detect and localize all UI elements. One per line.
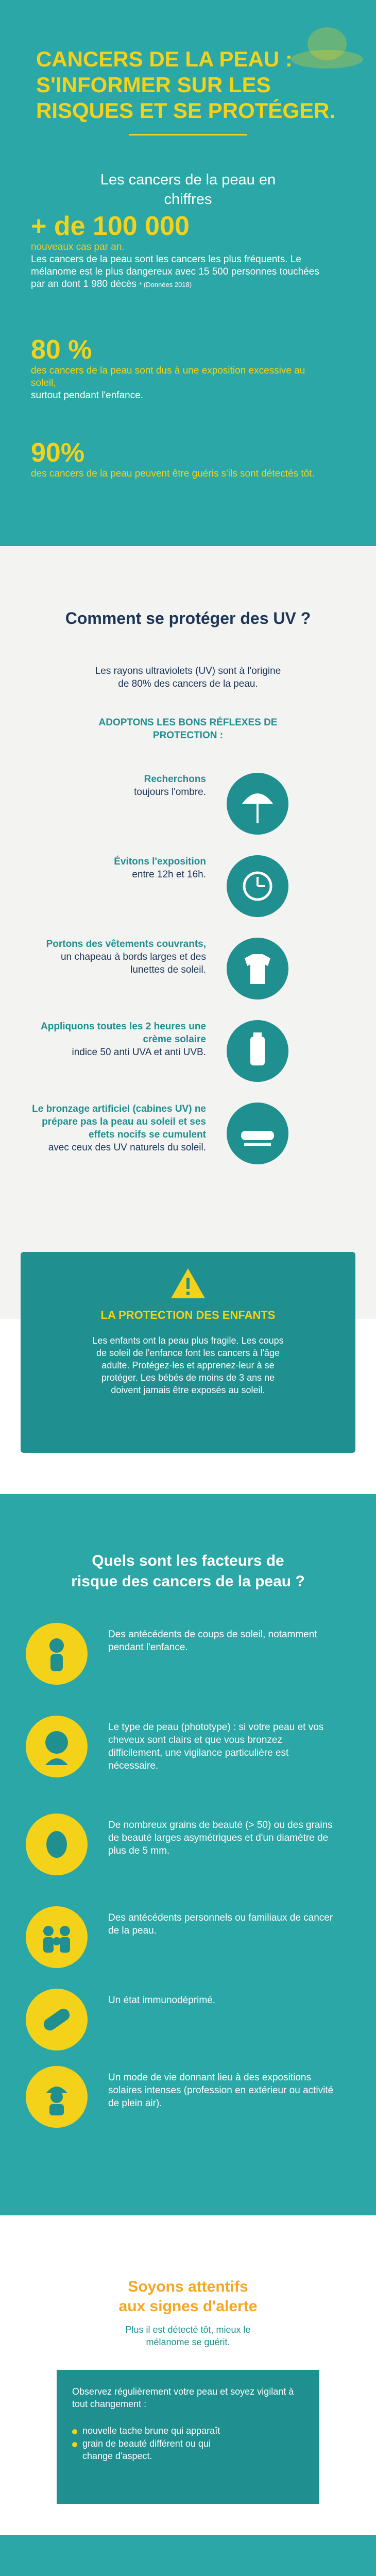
sunscreen-icon <box>227 1020 288 1082</box>
alert-section <box>0 2215 376 2370</box>
protection-item <box>31 855 340 922</box>
bullet-dot <box>72 2429 77 2434</box>
factor-text: Un état immunodéprimé. <box>108 1995 216 2006</box>
factor-text: Le type de peau (phototype) : si votre peau et vos cheveux sont clairs et que vous bronzez difficilement, une vigilance particulière est nécessaire. <box>108 1722 324 1771</box>
stat-cases <box>31 211 319 291</box>
children-panel <box>21 1252 355 1453</box>
alert-title-line: Soyons attentifs <box>128 2278 248 2295</box>
warning-icon <box>170 1267 206 1299</box>
alert-box <box>0 2370 376 2535</box>
stat-big: 80 % <box>31 335 92 365</box>
protection-title: Comment se protéger des UV ? <box>65 609 311 628</box>
stat-cure <box>31 438 319 480</box>
factor-item <box>26 1814 345 1891</box>
protection-item <box>31 773 340 840</box>
bullet-dot <box>72 2442 77 2447</box>
stat-lead: nouveaux cas par an. <box>31 242 125 252</box>
protection-adopt-title: ADOPTONS LES BONS RÉFLEXES DE PROTECTION : <box>98 717 278 741</box>
factor-item <box>26 1623 345 1700</box>
protection-body: entre 12h et 16h. <box>132 869 206 880</box>
stat-body: surtout pendant l'enfance. <box>31 390 144 401</box>
alert-panel <box>57 2370 319 2504</box>
protection-lead: Appliquons toutes les 2 heures une crème solaire <box>41 1021 206 1045</box>
family-icon <box>26 1906 88 1968</box>
protection-lead: Portons des vêtements couvrants, <box>46 939 206 950</box>
factor-text: De nombreux grains de beauté (> 50) ou des grains de beauté larges asymétriques et d'un diamètre de plus de 5 mm. <box>108 1820 333 1856</box>
protection-lead: Évitons l'exposition <box>114 856 206 867</box>
hero-title-line: RISQUES ET SE PROTÉGER. <box>36 98 336 123</box>
alert-sub: Plus il est détecté tôt, mieux le mélanome se guérit. <box>125 2325 251 2347</box>
factors-section <box>0 1494 376 2215</box>
alert-title <box>0 2277 376 2316</box>
alert-title-line: aux signes d'alerte <box>118 2298 258 2315</box>
factor-text: Des antécédents de coups de soleil, notamment pendant l'enfance. <box>108 1629 317 1653</box>
tanning-bed-icon <box>227 1103 288 1164</box>
protection-body: toujours l'ombre. <box>134 787 206 798</box>
alert-bullet: grain de beauté différent ou qui change d'aspect. <box>82 2438 211 2461</box>
hero-title-line: CANCERS DE LA PEAU : <box>36 47 293 71</box>
hero-subtitle: Les cancers de la peau en chiffres <box>100 172 276 208</box>
stat-lead: des cancers de la peau sont dus à une exposition excessive au soleil, <box>31 365 305 388</box>
stat-big: 90% <box>31 438 85 468</box>
factor-item <box>26 1906 345 1984</box>
factor-item <box>26 2066 345 2143</box>
stat-big: + de 100 000 <box>31 211 190 241</box>
factor-text: Des antécédents personnels ou familiaux de cancer de la peau. <box>108 1912 333 1936</box>
protection-body: indice 50 anti UVA et anti UVB. <box>72 1047 206 1058</box>
stat-note: * (Données 2018) <box>139 281 192 289</box>
protection-item <box>31 1020 340 1087</box>
hero-section <box>0 0 376 546</box>
protection-intro: Les rayons ultraviolets (UV) sont à l'origine de 80% des cancers de la peau. <box>95 666 281 689</box>
alert-box-intro: Observez régulièrement votre peau et soyez vigilant à tout changement : <box>72 2386 294 2409</box>
stat-lead: des cancers de la peau peuvent être guéris s'ils sont détectés tôt. <box>31 468 315 479</box>
factor-item <box>26 1989 345 2066</box>
pill-icon <box>26 1989 88 2050</box>
tshirt-icon <box>227 938 288 999</box>
parasol-icon <box>227 773 288 835</box>
worker-icon <box>26 2066 88 2128</box>
factors-title <box>21 1551 355 1592</box>
factors-title-line: Quels sont les facteurs de <box>92 1552 284 1569</box>
factor-text: Un mode de vie donnant lieu à des expositions solaires intenses (profession en extérieur ou activité de plein air). <box>108 2072 334 2109</box>
hat-icon <box>288 10 366 77</box>
protection-body: avec ceux des UV naturels du soleil. <box>48 1142 206 1153</box>
protection-section <box>0 546 376 1319</box>
factor-item <box>26 1716 345 1793</box>
protection-item <box>31 1103 340 1170</box>
sun-clock-icon <box>227 855 288 917</box>
stat-body: Les cancers de la peau sont les cancers les plus fréquents. Le mélanome est le plus dangereux avec 15 500 personnes touchées par an dont 1 980 décès <box>31 254 319 290</box>
abcde-section <box>0 2535 376 2576</box>
woman-profile-icon <box>26 1716 88 1777</box>
stat-sun <box>31 335 319 402</box>
alert-bullet: nouvelle tache brune qui apparaît <box>82 2426 220 2436</box>
protection-item <box>31 938 340 1005</box>
sunburn-child-icon <box>26 1623 88 1685</box>
children-body: Les enfants ont la peau plus fragile. Les coups de soleil de l'enfance font les cancers à l'âge adulte. Protégez-les et apprenez-leur à se protéger. Les bébés de moins de 3 ans ne doivent jamais être exposés au soleil. <box>92 1335 284 1395</box>
children-title: LA PROTECTION DES ENFANTS <box>100 1309 276 1321</box>
factors-title-line: risque des cancers de la peau ? <box>71 1573 305 1590</box>
children-box <box>0 1252 376 1468</box>
protection-lead: Le bronzage artificiel (cabines UV) ne prépare pas la peau au soleil et ses effets nocifs se cumulent <box>32 1104 206 1140</box>
protection-body: un chapeau à bords larges et des lunettes de soleil. <box>60 952 206 975</box>
hero-title-line: S'INFORMER SUR LES <box>36 73 271 97</box>
protection-lead: Recherchons <box>144 774 206 785</box>
mole-icon <box>26 1814 88 1875</box>
divider <box>129 134 247 135</box>
